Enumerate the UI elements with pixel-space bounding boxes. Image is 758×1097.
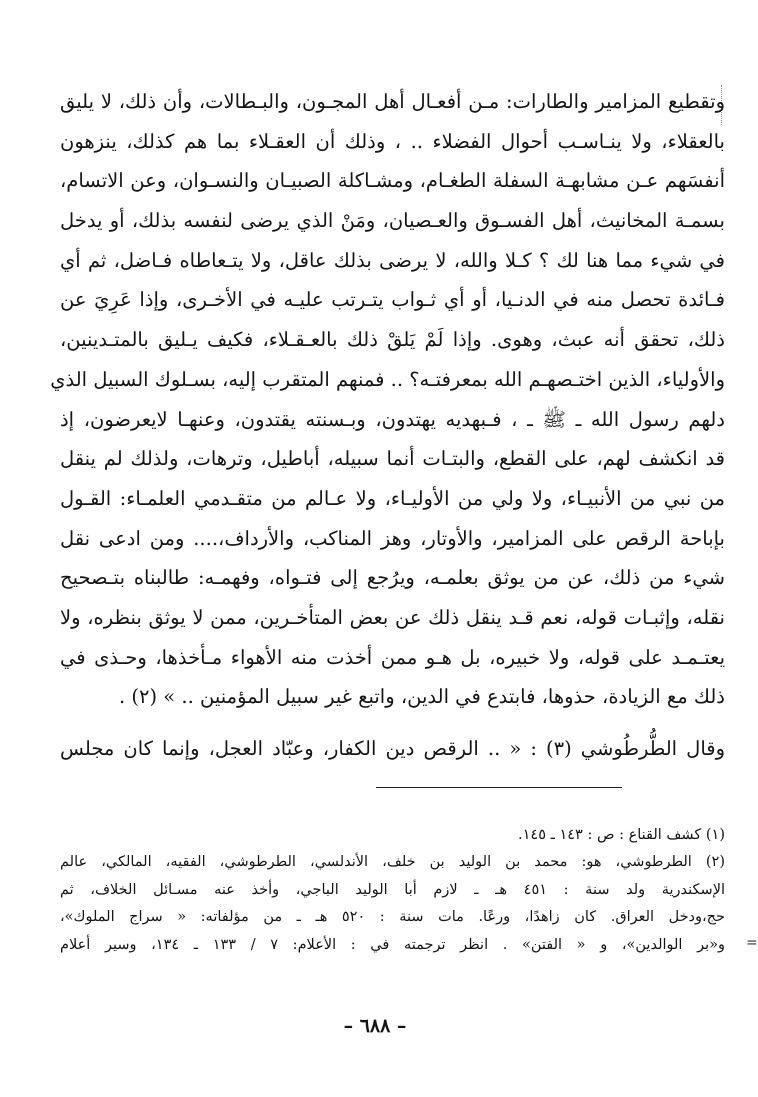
text-line: نقله، وإثبـات قوله، نعم قـد ينقل ذلك عن بعض المتأخـرين، ممن لا يوثق بنظره، ولا (60, 605, 725, 629)
text-line: بإباحة الرقص على المزامير، والأوتار، وهز المناكب، والأرداف،.... ومن ادعى نقل (60, 526, 725, 550)
text-line: في شيء مما هنا لك ؟ كـلا والله، لا يرضى بذلك عاقل، ولا يتـعاطاه فـاضل، ثم أي (60, 248, 725, 272)
text-line: فـائدة تحصل منه في الدنـيا، أو أي ثـواب يتـرتب عليـه في الأخـرى، وإذا عَرِيَ عن (60, 288, 725, 312)
footnote-2-line: و«بر الوالدين»، و « الفتن» . انظر ترجمته في : الأعلام: ٧ / ١٣٣ ـ ١٣٤، وسير أعلام (60, 936, 725, 953)
footnote-continuation-mark: = (746, 935, 758, 951)
main-text-block (50, 82, 725, 769)
text-line: ذلك، تحقق أنه عبث، وهوى. وإذا لَمْ يَلقْ ذلك بالعـقـلاء، فكيف يـليق بالمتـدينين، (60, 328, 725, 352)
text-line: دلهم رسول الله ـ ﷺ ـ ، فـبهديه يهتدون، وبـسنته يقتدون، وعنهـا لايعرضون، إذ (60, 407, 725, 431)
text-line: من نبي من الأنبيـاء، ولا ولي من الأوليـاء، ولا عـالم من متقـدمي العلمـاء: القـول (60, 486, 725, 510)
text-line: أنفسَهم عـن مشابهـة السفلة الطغـام، ومشـاكلة الصبيـان والنسـوان، وعن الاتسام، (60, 169, 725, 193)
page-number: – ٦٨٨ – (343, 1015, 407, 1037)
text-line: يعتـمـد على قوله، ولا خبيره، بل هـو ممن أخذت منه الأهواء مـأخذها، وحـذى في (60, 645, 725, 669)
quote-paragraph-line: وقال الطُّرطُوشي (٣) : « .. الرقص دين الكفار، وعبّاد العجل، وإنما كان مجلس (60, 737, 725, 760)
footnote-1: (١) كشف القناع : ص : ١٤٣ ـ ١٤٥. (518, 827, 725, 843)
text-line-paragraph-end: ذلك مع الزيادة، حذوها، فابتدع في الدين، واتبع غير سبيل المؤمنين .. » (٢) . (119, 685, 725, 709)
text-line: بسمـة المخانيث، أهل الفسـوق والعـصيان، ومَنْ الذي يرضى لنفسه بذلك، أو يدخل (60, 209, 725, 233)
footnote-2-line: (٢) الطرطوشي، هو: محمد بن الوليد بن خلف، الأندلسي، الطرطوشي، الفقيه، المالكي، عالم (60, 854, 725, 871)
text-line: بالعقلاء، ولا ينـاسـب أحوال الفضلاء .. ، وذلك أن العقـلاء بما هم كذلك، ينزهون (60, 129, 725, 153)
text-line: والأولياء، الذين اختـصهـم الله بمعرفتـه؟ .. فمنهم المتقرب إليه، بسـلوك السبيل الذي (50, 367, 725, 391)
footnote-2-line: الإسكندرية ولد سنة : ٤٥١ هـ ـ لازم أبا الوليد الباجي، وأخذ عنه مسـائل الخلاف، ثم (60, 881, 725, 898)
text-line: شيء من ذلك، عن من يوثق بعلمـه، ويرُجع إلى فتـواه، وفهمـه: طالبناه بتـصحيح (60, 566, 725, 590)
footnote-separator-rule (376, 787, 622, 788)
text-line: قد انكشف لهم، على القطع، والبتـات أنما سبيله، أباطيل، وترهات، ولذلك لم ينقل (60, 447, 725, 471)
footnotes-block (60, 822, 725, 959)
footnote-2-line: حج،ودخل العراق. كان زاهدًا، ورعًا. مات سنة : ٥٢٠ هـ ـ من مؤلفاته: « سراج الملوك»، (60, 909, 725, 926)
text-line: وتقطيع المزامير والطارات: مـن أفعـال أهل المجـون، والبـطالات، وأن ذلك، لا يليق (60, 90, 725, 113)
